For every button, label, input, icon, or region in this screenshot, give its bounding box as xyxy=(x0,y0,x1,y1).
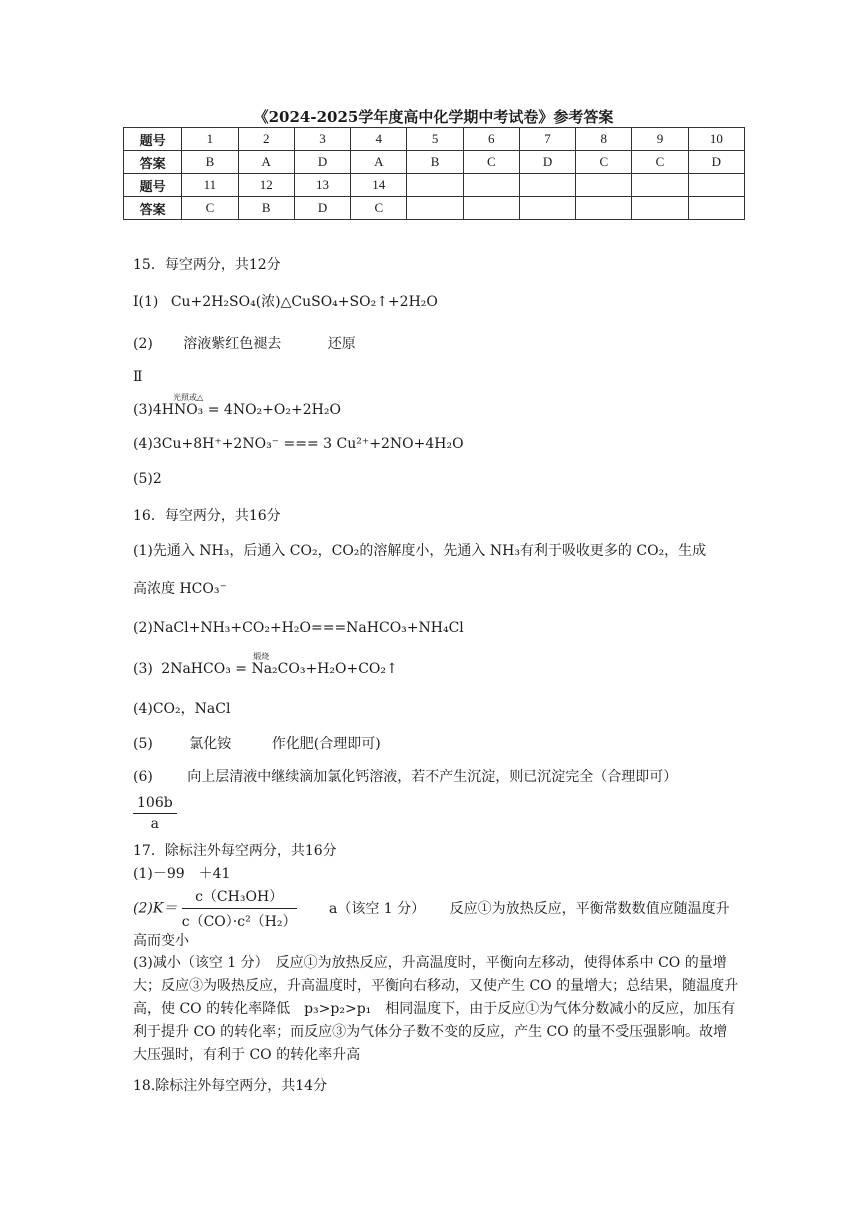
table-header-cell: 答案 xyxy=(124,197,182,220)
q16-part5-answer-a: 氯化铵 xyxy=(189,736,232,752)
table-row xyxy=(124,197,745,220)
table-cell xyxy=(407,197,463,220)
q15-part2-answer-b: 还原 xyxy=(327,336,356,352)
table-cell: A xyxy=(351,151,407,174)
q16-part3-equation-wrap xyxy=(161,652,398,677)
table-cell: C xyxy=(632,151,688,174)
q16-part5-label: (5) xyxy=(133,736,153,752)
q15-section-ii: Ⅱ xyxy=(133,369,143,385)
table-cell: D xyxy=(294,197,350,220)
q15-part4: (4)3Cu+8H⁺+2NO₃⁻ === 3 Cu²⁺+2NO+4H₂O xyxy=(133,436,464,452)
q17-part2 xyxy=(133,886,730,931)
table-header-cell: 题号 xyxy=(124,128,182,151)
answer-table xyxy=(123,127,745,220)
q15-part5: (5)2 xyxy=(133,471,162,487)
q16-part6 xyxy=(133,766,677,786)
q17-part2-explanation: 反应①为放热反应，平衡常数数值应随温度升 xyxy=(449,900,730,917)
q16-part3 xyxy=(133,652,398,677)
table-cell: 2 xyxy=(238,128,294,151)
table-cell: C xyxy=(351,197,407,220)
q15-part3-equation-wrap xyxy=(133,393,341,418)
table-cell xyxy=(576,197,632,220)
table-cell: D xyxy=(688,151,744,174)
table-cell: 9 xyxy=(632,128,688,151)
table-cell: 11 xyxy=(182,174,238,197)
table-cell: 12 xyxy=(238,174,294,197)
q16-part4: (4)CO₂，NaCl xyxy=(133,701,231,717)
q16-part2: (2)NaCl+NH₃+CO₂+H₂O===NaHCO₃+NH₄Cl xyxy=(133,620,464,636)
q16-part5-answer-b: 作化肥(合理即可) xyxy=(271,736,381,752)
table-cell: 14 xyxy=(351,174,407,197)
table-header-cell: 题号 xyxy=(124,174,182,197)
q16-part1-line1: (1)先通入 NH₃，后通入 CO₂，CO₂的溶解度小，先通入 NH₃有利于吸收更多的 CO₂，生成 xyxy=(133,543,707,559)
q17-part2-label: (2)K＝ xyxy=(133,900,178,917)
fraction-denominator: c（CO）·c²（H₂） xyxy=(181,914,297,930)
table-row xyxy=(124,174,745,197)
fraction-denominator: a xyxy=(150,816,160,832)
table-cell: D xyxy=(294,151,350,174)
q15-part3 xyxy=(133,393,341,418)
q16-part1-line2: 高浓度 HCO₃⁻ xyxy=(133,581,227,597)
table-row xyxy=(124,151,745,174)
q16-part7 xyxy=(133,795,177,832)
table-cell xyxy=(688,197,744,220)
q15-part1 xyxy=(133,291,438,311)
q18-heading: 18.除标注外每空两分，共14分 xyxy=(133,1078,328,1094)
table-cell: 10 xyxy=(688,128,744,151)
q16-part6-answer: 向上层清液中继续滴加氯化钙溶液，若不产生沉淀，则已沉淀完全（合理即可） xyxy=(187,769,678,785)
q15-part3-equation: (3)4HNO₃ = 4NO₂+O₂+2H₂O xyxy=(133,402,341,418)
fraction-numerator: 106b xyxy=(133,795,177,814)
table-cell: B xyxy=(182,151,238,174)
equilibrium-constant-fraction xyxy=(182,886,297,931)
table-cell: C xyxy=(463,151,519,174)
q17-part2-explanation-cont: 高而变小 xyxy=(133,933,189,949)
q16-part5 xyxy=(133,733,381,753)
table-cell xyxy=(632,174,688,197)
q16-part6-label: (6) xyxy=(133,769,153,785)
table-row xyxy=(124,128,745,151)
q15-part2 xyxy=(133,333,356,353)
table-cell: B xyxy=(407,151,463,174)
table-cell xyxy=(632,197,688,220)
table-cell xyxy=(519,174,575,197)
table-cell: A xyxy=(238,151,294,174)
reaction-condition: 光照或△ xyxy=(173,393,204,402)
fraction xyxy=(133,795,177,832)
q15-part1-label: Ⅰ(1) xyxy=(133,294,159,310)
table-cell: 4 xyxy=(351,128,407,151)
table-cell: C xyxy=(576,151,632,174)
q17-heading: 17．除标注外每空两分，共16分 xyxy=(133,843,337,859)
table-cell: B xyxy=(238,197,294,220)
table-cell: 1 xyxy=(182,128,238,151)
table-cell xyxy=(463,174,519,197)
q15-part1-equation: Cu+2H₂SO₄(浓)△CuSO₄+SO₂↑+2H₂O xyxy=(170,294,438,310)
q17-part3: (3)减小（该空 1 分） 反应①为放热反应，升高温度时，平衡向左移动，使得体系中 CO 的量增大；反应③为吸热反应，升高温度时，平衡向右移动，又使产生 CO 的量增大；总结果，随温度升高，使 CO 的转化率降低 p₃>p₂>p₁ 相同温度下，由于反应①为气体分数减小的反应，加压有利于提升 CO 的转化率；而反应③为气体分子数不变的反应，产生 CO 的量不受压强影响。故增大压强时，有利于 CO 的转化率升高 xyxy=(133,955,739,1063)
page-title: 《2024-2025学年度高中化学期中考试卷》参考答案 xyxy=(253,108,614,126)
q16-part3-label: (3) xyxy=(133,661,153,677)
table-cell: 13 xyxy=(294,174,350,197)
table-cell xyxy=(688,174,744,197)
table-cell: 7 xyxy=(519,128,575,151)
table-header-cell: 答案 xyxy=(124,151,182,174)
table-cell: 5 xyxy=(407,128,463,151)
table-cell: 8 xyxy=(576,128,632,151)
reaction-condition: 煅烧 xyxy=(253,652,270,661)
table-cell: 3 xyxy=(294,128,350,151)
q17-part1: (1)－99 ＋41 xyxy=(133,866,231,882)
table-cell: D xyxy=(519,151,575,174)
q15-part2-answer-a: 溶液紫红色褪去 xyxy=(183,336,282,352)
table-cell xyxy=(576,174,632,197)
table-cell: C xyxy=(182,197,238,220)
fraction-numerator: c（CH₃OH） xyxy=(182,886,297,909)
table-cell xyxy=(407,174,463,197)
q16-part3-equation: 2NaHCO₃ = Na₂CO₃+H₂O+CO₂↑ xyxy=(161,661,398,677)
q16-heading: 16．每空两分，共16分 xyxy=(133,508,281,524)
table-cell: 6 xyxy=(463,128,519,151)
table-cell xyxy=(519,197,575,220)
q15-part2-label: (2) xyxy=(133,336,153,352)
q15-heading: 15．每空两分，共12分 xyxy=(133,257,281,273)
table-cell xyxy=(463,197,519,220)
q17-part2-answer-a: a（该空 1 分） xyxy=(328,900,426,917)
